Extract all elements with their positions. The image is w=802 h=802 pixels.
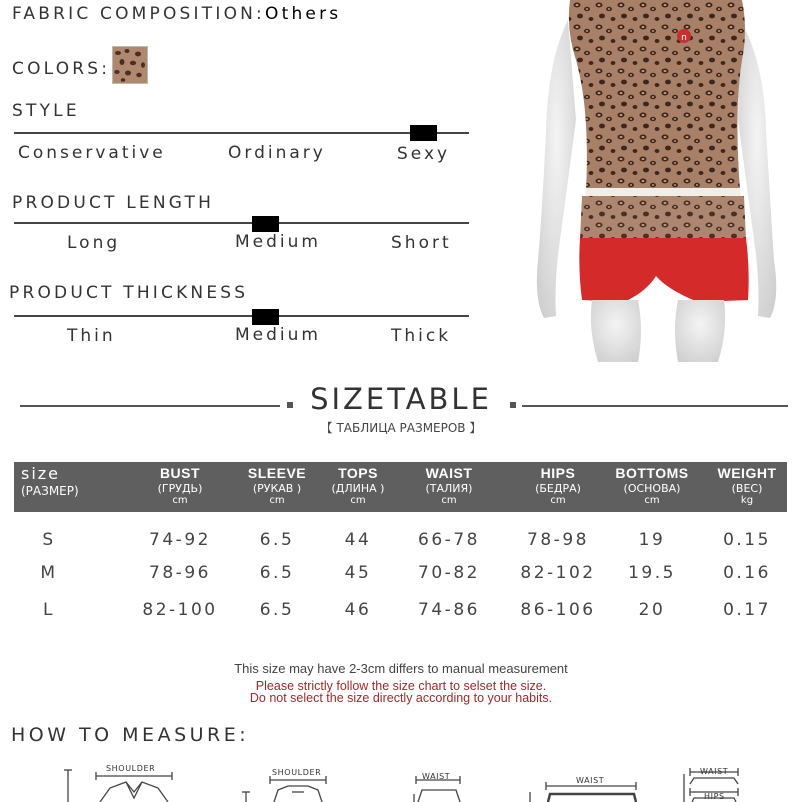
style-option-conservative: Conservative (18, 143, 166, 163)
table-row (14, 563, 787, 589)
thickness-option-medium: Medium (235, 325, 321, 345)
sizetable-rule-right (522, 405, 788, 407)
sizetable-subtitle: 【 ТАБЛИЦА РАЗМЕРОВ 】 (320, 421, 482, 435)
measure-diagrams (60, 762, 802, 802)
cell-bottoms: 19.5 (628, 563, 676, 583)
measure-label-waist-1: WAIST (422, 772, 451, 781)
header-bottoms: BOTTOMS (ОСНОВА) cm (615, 465, 689, 506)
cell-sleeve: 6.5 (259, 530, 295, 550)
how-to-measure-title: HOW TO MEASURE: (11, 724, 250, 746)
sizetable-dot-right (510, 402, 516, 408)
sizetable-title: SIZETABLE (310, 382, 492, 416)
measure-label-shoulder-1: SHOULDER (106, 764, 156, 773)
cell-tops: 44 (344, 530, 372, 550)
length-option-long: Long (67, 233, 121, 253)
cell-size: S (42, 530, 56, 550)
thickness-title: PRODUCT THICKNESS (9, 283, 249, 303)
note-habits: Do not select the size directly according to your habits. (249, 691, 553, 705)
style-scale-line (14, 132, 469, 134)
cell-waist: 70-82 (418, 563, 480, 583)
colors-label: COLORS: (12, 59, 111, 79)
cell-bust: 82-100 (142, 600, 218, 620)
cell-hips: 86-106 (520, 600, 596, 620)
length-option-medium: Medium (235, 232, 321, 252)
header-size: size (РАЗМЕР) (21, 464, 79, 498)
length-title: PRODUCT LENGTH (12, 193, 215, 213)
header-waist: WAIST (ТАЛИЯ) cm (425, 465, 473, 506)
cell-weight: 0.15 (723, 530, 771, 550)
cell-hips: 82-102 (520, 563, 596, 583)
style-level-marker (410, 125, 437, 141)
header-hips: HIPS (БЕДРА) cm (535, 465, 581, 506)
header-sleeve: SLEEVE (РУКАВ ) cm (247, 465, 307, 506)
size-table-header (14, 462, 787, 512)
cell-bottoms: 19 (638, 530, 666, 550)
style-title: STYLE (12, 101, 80, 121)
style-option-ordinary: Ordinary (228, 143, 326, 163)
table-row (14, 600, 787, 626)
fabric-value: Others (265, 4, 342, 24)
cell-waist: 74-86 (418, 600, 480, 620)
sizetable-dot-left (287, 402, 293, 408)
length-scale-line (14, 222, 469, 224)
cell-bottoms: 20 (638, 600, 666, 620)
cell-tops: 46 (344, 600, 372, 620)
measure-label-shoulder-2: SHOULDER (272, 768, 322, 777)
thickness-option-thick: Thick (391, 326, 452, 346)
measure-label-waist-2: WAIST (576, 776, 605, 785)
cell-waist: 66-78 (418, 530, 480, 550)
cell-bust: 74-92 (149, 530, 211, 550)
cell-size: L (43, 600, 55, 620)
measure-label-waist-3: WAIST (700, 767, 729, 776)
header-bust: BUST (ГРУДЬ) cm (157, 465, 203, 506)
thickness-option-thin: Thin (67, 326, 116, 346)
sizetable-rule-left (20, 405, 280, 407)
color-swatch-leopard[interactable] (112, 46, 148, 84)
measure-label-hips: HIPS (704, 792, 725, 801)
cell-size: M (40, 563, 58, 583)
cell-sleeve: 6.5 (259, 600, 295, 620)
svg-text:n: n (681, 33, 687, 43)
cell-bust: 78-96 (149, 563, 211, 583)
cell-tops: 45 (344, 563, 372, 583)
cell-sleeve: 6.5 (259, 563, 295, 583)
thickness-scale-line (14, 315, 469, 317)
cell-hips: 78-98 (527, 530, 589, 550)
style-option-sexy: Sexy (397, 144, 451, 164)
fabric-label: FABRIC COMPOSITION: (12, 4, 265, 24)
length-level-marker (252, 216, 279, 232)
fabric-composition (12, 4, 341, 24)
length-option-short: Short (391, 233, 452, 253)
table-row (14, 530, 787, 556)
thickness-level-marker (252, 309, 279, 325)
note-measurement: This size may have 2-3cm differs to manual measurement (234, 661, 568, 676)
note-follow-chart: Please strictly follow the size chart to selset the size. (255, 679, 547, 693)
header-weight: WEIGHT (ВЕС) kg (717, 465, 777, 506)
cell-weight: 0.16 (723, 563, 771, 583)
header-tops: TOPS (ДЛИНА ) cm (331, 465, 385, 506)
product-photo (528, 0, 788, 362)
cell-weight: 0.17 (723, 600, 771, 620)
